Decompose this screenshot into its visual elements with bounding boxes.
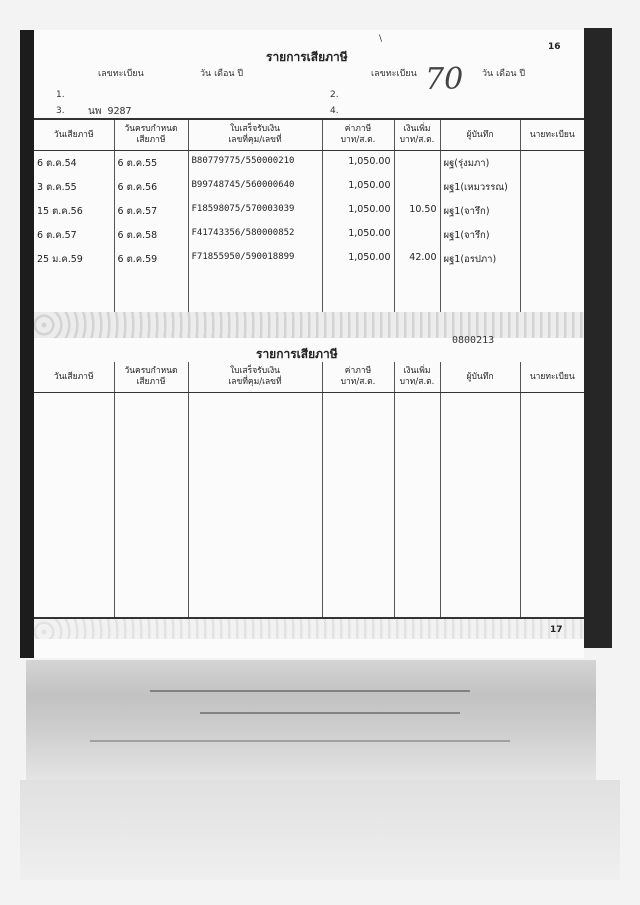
table-row xyxy=(34,223,584,247)
scan-edge-right xyxy=(584,28,612,648)
registrar-cell xyxy=(520,175,584,199)
handwritten-number: 70 xyxy=(425,62,464,97)
registration-plate: นพ 9287 xyxy=(88,106,132,117)
date-label-right: วัน เดือน ปี xyxy=(482,69,526,79)
receipt-cell: F71855950/590018899 xyxy=(188,247,322,271)
empty-cell xyxy=(322,393,394,618)
reg-label-right: เลขทะเบียน xyxy=(371,69,417,79)
empty-cell xyxy=(520,393,584,618)
stamp-number: 0800213 xyxy=(452,335,495,346)
empty-cell xyxy=(188,393,322,618)
paid-date-cell: 15 ต.ค.56 xyxy=(37,206,83,217)
bottom-tax-table xyxy=(34,362,584,617)
receipt-cell: B80779775/550000210 xyxy=(188,151,322,176)
due-date-cell: 6 ต.ค.55 xyxy=(114,151,188,176)
scan-smudge xyxy=(26,660,596,780)
col-extra: เงินเพิ่ม บาท/ส.ต. xyxy=(394,362,440,393)
due-date-cell: 6 ต.ค.57 xyxy=(114,199,188,223)
scan-edge-left xyxy=(20,30,34,658)
stray-mark: \ xyxy=(379,34,383,44)
col-recorder: ผู้บันทึก xyxy=(440,120,520,151)
paid-date-cell: 3 ต.ค.55 xyxy=(37,182,77,193)
tax-cell: 1,050.00 xyxy=(322,151,394,176)
table-row xyxy=(34,199,584,223)
recorder-cell: ผฐ1(เหมวรรณ) xyxy=(440,175,520,199)
line-4-number: 4. xyxy=(330,106,339,116)
page-number-top: 16 xyxy=(548,42,561,52)
registrar-cell xyxy=(520,199,584,223)
registrar-cell xyxy=(520,151,584,176)
scan-streak xyxy=(90,740,510,742)
col-tax: ค่าภาษี บาท/ส.ต. xyxy=(322,362,394,393)
bottom-section-title: รายการเสียภาษี xyxy=(256,347,338,361)
recorder-cell: ผฐ1(จารึก) xyxy=(440,223,520,247)
due-date-cell: 6 ต.ค.56 xyxy=(114,175,188,199)
line-3-number: 3. xyxy=(56,106,65,116)
registrar-cell xyxy=(520,247,584,271)
extra-cell: 10.50 xyxy=(394,199,440,223)
scan-smudge-lower xyxy=(20,780,620,880)
empty-cell xyxy=(440,271,520,312)
recorder-cell: ผฐ1(อรปภา) xyxy=(440,247,520,271)
empty-cell xyxy=(114,393,188,618)
scan-streak xyxy=(200,712,460,714)
empty-cell xyxy=(440,393,520,618)
line-1-number: 1. xyxy=(56,90,65,100)
extra-cell: 42.00 xyxy=(394,247,440,271)
line-2-number: 2. xyxy=(330,90,339,100)
empty-cell xyxy=(34,393,114,618)
top-tax-table xyxy=(34,120,584,312)
extra-cell xyxy=(394,175,440,199)
table-filler-row xyxy=(34,271,584,312)
scan-streak xyxy=(150,690,470,692)
col-paid-date: วันเสียภาษี xyxy=(34,362,114,393)
col-paid-date: วันเสียภาษี xyxy=(34,120,114,151)
due-date-cell: 6 ต.ค.59 xyxy=(114,247,188,271)
extra-cell xyxy=(394,223,440,247)
tax-cell: 1,050.00 xyxy=(322,223,394,247)
empty-cell xyxy=(322,271,394,312)
empty-cell xyxy=(114,271,188,312)
empty-cell xyxy=(520,271,584,312)
page-number-bottom: 17 xyxy=(550,625,563,635)
receipt-cell: B99748745/560000640 xyxy=(188,175,322,199)
col-recorder: ผู้บันทึก xyxy=(440,362,520,393)
empty-cell xyxy=(394,393,440,618)
due-date-cell: 6 ต.ค.58 xyxy=(114,223,188,247)
extra-cell xyxy=(394,151,440,176)
receipt-cell: F41743356/580000852 xyxy=(188,223,322,247)
col-registrar: นายทะเบียน xyxy=(520,362,584,393)
col-receipt: ใบเสร็จรับเงิน เลขที่คุม/เลขที่ xyxy=(188,120,322,151)
col-tax: ค่าภาษี บาท/ส.ต. xyxy=(322,120,394,151)
registrar-cell xyxy=(520,223,584,247)
empty-cell xyxy=(394,271,440,312)
paid-date-cell: 6 ต.ค.57 xyxy=(37,230,77,241)
security-pattern-band xyxy=(34,312,584,338)
date-label-left: วัน เดือน ปี xyxy=(200,69,244,79)
recorder-cell: ผฐ1(จารึก) xyxy=(440,199,520,223)
col-receipt: ใบเสร็จรับเงิน เลขที่คุม/เลขที่ xyxy=(188,362,322,393)
tax-cell: 1,050.00 xyxy=(322,199,394,223)
empty-cell xyxy=(34,271,114,312)
security-pattern-footer xyxy=(34,619,584,639)
col-due-date: วันครบกำหนด เสียภาษี xyxy=(114,120,188,151)
paid-date-cell: 6 ต.ค.54 xyxy=(37,158,77,169)
col-registrar: นายทะเบียน xyxy=(520,120,584,151)
col-extra: เงินเพิ่ม บาท/ส.ต. xyxy=(394,120,440,151)
receipt-cell: F18598075/570003039 xyxy=(188,199,322,223)
reg-label-left: เลขทะเบียน xyxy=(98,69,144,79)
table-row xyxy=(34,247,584,271)
table-row xyxy=(34,175,584,199)
top-section-title: รายการเสียภาษี xyxy=(266,50,348,64)
recorder-cell: ผฐ(รุ่งมภา) xyxy=(440,151,520,176)
empty-cell xyxy=(188,271,322,312)
paid-date-cell: 25 ม.ค.59 xyxy=(37,254,83,265)
tax-cell: 1,050.00 xyxy=(322,175,394,199)
tax-cell: 1,050.00 xyxy=(322,247,394,271)
table-row xyxy=(34,151,584,176)
col-due-date: วันครบกำหนด เสียภาษี xyxy=(114,362,188,393)
